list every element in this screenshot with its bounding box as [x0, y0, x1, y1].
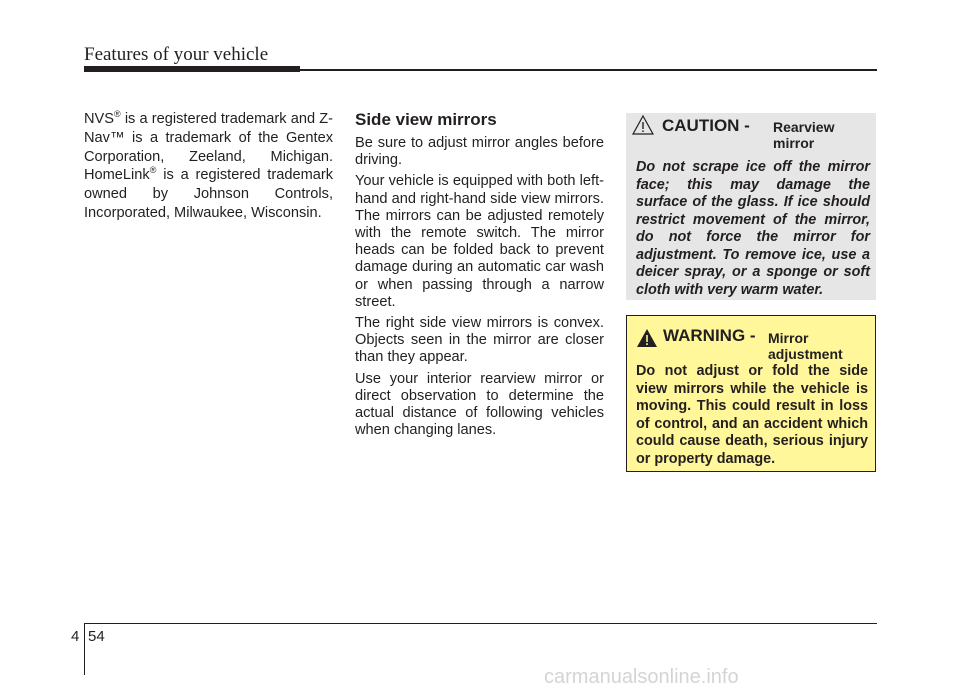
registered-mark: ®: [114, 109, 121, 120]
caution-box: [626, 113, 876, 300]
page-number: 54: [88, 628, 105, 645]
paragraph-adjust-angles: Be sure to adjust mirror angles before driving.: [355, 135, 604, 169]
registered-mark: ®: [149, 165, 157, 176]
caution-body: Do not scrape ice off the mirror face; this may damage the surface of the glass. If ice should restrict movement of the mirror, do not force the mirror for adjustment. To remove ice, use a deicer spray, or a sponge or soft cloth with very warm water.: [636, 159, 870, 298]
page-header-title: Features of your vehicle: [84, 44, 269, 65]
footer-divider: [84, 623, 85, 675]
warning-topic: Mirror adjustment: [768, 330, 843, 362]
side-view-mirrors-section: [355, 110, 604, 443]
paragraph-convex: The right side view mirrors is convex. Objects seen in the mirror are closer than they appear.: [355, 315, 604, 366]
header-rule-thin: [300, 69, 877, 71]
paragraph-rearview: Use your interior rearview mirror or direct observation to determine the actual distance of following vehicles when changing lanes.: [355, 370, 604, 439]
section-heading: Side view mirrors: [355, 110, 497, 129]
footer-rule: [84, 623, 877, 624]
header-rule-thick: [84, 66, 300, 72]
caution-topic: Rearview mirror: [773, 119, 835, 151]
chapter-number: 4: [71, 628, 80, 645]
trademark-paragraph: [84, 110, 333, 223]
trademark-text-3: is a registered trademark owned by Johnson Controls, Incorporated, Milwaukee, Wisconsin.: [84, 167, 333, 221]
warning-label: WARNING -: [663, 326, 756, 345]
warning-body: Do not adjust or fold the side view mirrors while the vehicle is moving. This could result in loss of control, and an accident which could cause death, serious injury or property damage.: [636, 363, 868, 467]
watermark-text: carmanualsonline.info: [544, 666, 739, 688]
caution-label: CAUTION -: [662, 116, 750, 135]
trademark-text-1: NVS: [84, 111, 115, 127]
warning-box: [626, 315, 876, 472]
trademark-text-2: is a registered trademark and Z-Nav™ is a trademark of the Gentex Corporation, Zeeland, Michigan. HomeLink: [84, 111, 333, 184]
caution-triangle-icon: [632, 115, 654, 135]
paragraph-equipped: Your vehicle is equipped with both left-hand and right-hand side view mirrors. The mirrors can be adjusted remotely with the remote switch. The mirror heads can be folded back to prevent damage during an automatic car wash or when passing through a narrow street.: [355, 173, 604, 310]
warning-triangle-icon: [636, 328, 658, 348]
